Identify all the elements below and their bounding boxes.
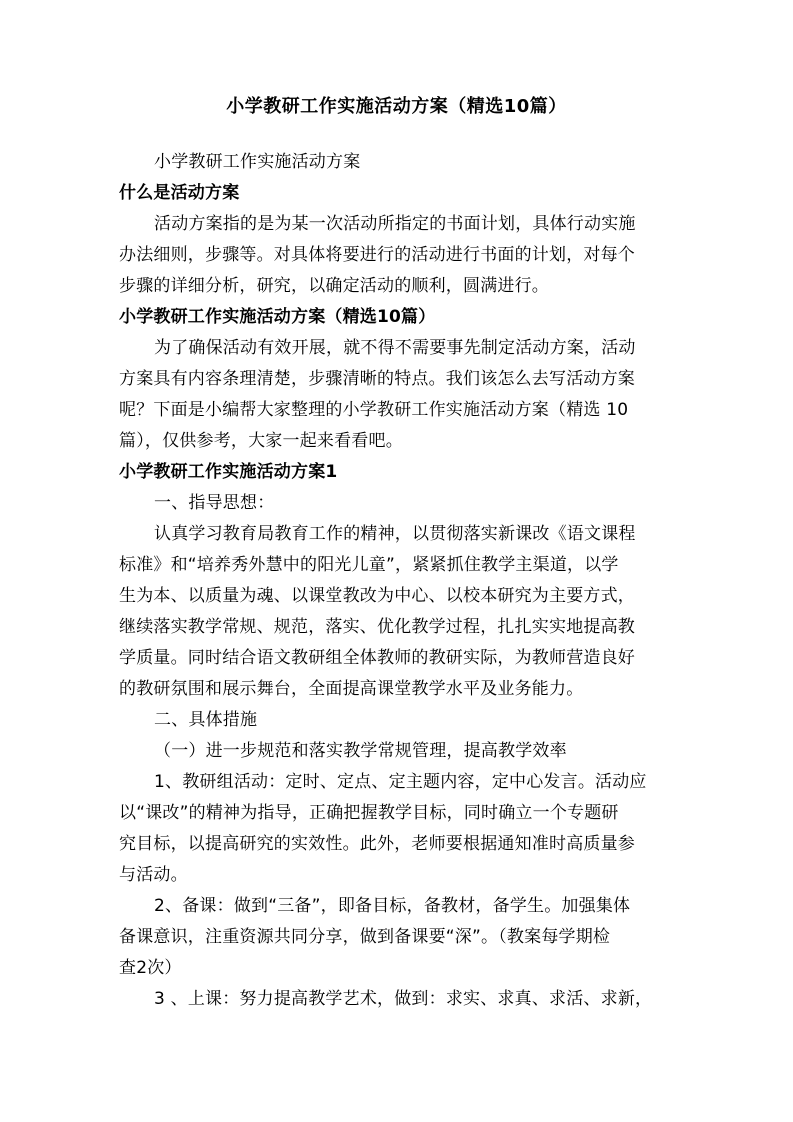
paragraph-line: （一）进一步规范和落实教学常规管理，提高教学效率: [154, 741, 567, 761]
paragraph-line: 备课意识，注重资源共同分享，做到备课要“深”。（教案每学期检: [119, 927, 611, 947]
paragraph-line: 二、具体措施: [154, 710, 258, 730]
paragraph-line: 的教研氛围和展示舞台，全面提高课堂教学水平及业务能力。: [119, 679, 584, 699]
paragraph-line: 2、备课：做到“三备”，即备目标，备教材，备学生。加强集体: [154, 896, 631, 916]
paragraph-line: 篇），仅供参考，大家一起来看看吧。: [119, 431, 403, 451]
paragraph-line: 呢？下面是小编帮大家整理的小学教研工作实施活动方案（精选 10: [119, 400, 629, 420]
paragraph-line: 1、教研组活动：定时、定点、定主题内容，定中心发言。活动应: [154, 772, 647, 792]
section-heading: 小学教研工作实施活动方案（精选10篇）: [119, 307, 436, 327]
paragraph-line: 一、指导思想：: [154, 493, 275, 513]
paragraph-line: 为了确保活动有效开展，就不得不需要事先制定活动方案，活动: [154, 338, 636, 358]
paragraph-line: 小学教研工作实施活动方案: [154, 152, 361, 172]
section-heading: 小学教研工作实施活动方案1: [119, 462, 338, 482]
paragraph-line: 以“课改”的精神为指导，正确把握教学目标，同时确立一个专题研: [119, 803, 619, 823]
paragraph-line: 活动方案指的是为某一次活动所指定的书面计划，具体行动实施: [154, 214, 636, 234]
paragraph-line: 生为本、以质量为魂、以课堂教改为中心、以校本研究为主要方式，: [119, 586, 635, 606]
paragraph-line: 究目标，以提高研究的实效性。此外，老师要根据通知准时高质量参: [119, 834, 635, 854]
paragraph-line: 办法细则，步骤等。对具体将要进行的活动进行书面的计划，对每个: [119, 245, 635, 265]
paragraph-line: 3 、上课：努力提高教学艺术，做到：求实、求真、求活、求新，: [154, 989, 653, 1009]
document-body: [119, 147, 679, 1015]
paragraph-line: 学质量。同时结合语文教研组全体教师的教研实际，为教师营造良好: [119, 648, 635, 668]
paragraph-line: 认真学习教育局教育工作的精神，以贯彻落实新课改《语文课程: [154, 524, 636, 544]
paragraph-line: 与活动。: [119, 865, 188, 885]
section-heading: 什么是活动方案: [119, 183, 240, 203]
paragraph-line: 标准》和“培养秀外慧中的阳光儿童”，紧紧抓住教学主渠道，以学: [119, 555, 619, 575]
paragraph-line: 方案具有内容条理清楚，步骤清晰的特点。我们该怎么去写活动方案: [119, 369, 635, 389]
paragraph-line: 查2次）: [119, 958, 182, 978]
paragraph-line: 步骤的详细分析，研究，以确定活动的顺利，圆满进行。: [119, 276, 549, 296]
paragraph-line: 继续落实教学常规、规范，落实、优化教学过程，扎扎实实地提高教: [119, 617, 635, 637]
page-title: 小学教研工作实施活动方案（精选10篇）: [226, 96, 567, 117]
